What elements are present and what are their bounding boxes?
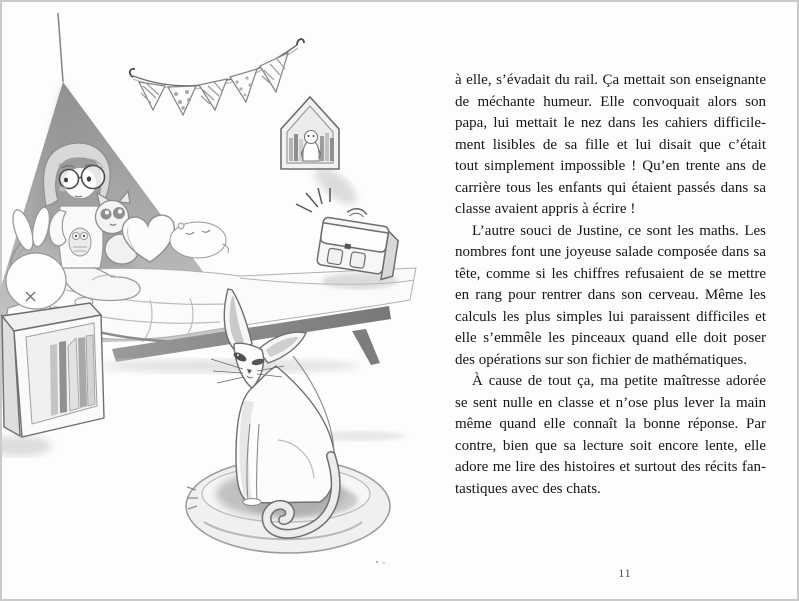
sleeping-plush (170, 222, 228, 258)
text-line: tête, comme si les chiffres refusaient de se mettre (455, 265, 766, 282)
text-line: nombres font une joyeuse salade composée dans sa (455, 244, 766, 260)
text-line: À cause de tout ça, ma petite maîtresse adorée (472, 373, 766, 389)
text-line: tastiques avec des chats. (455, 480, 601, 497)
flag-striped-1 (139, 82, 165, 110)
text-line: calculs les plus simples lui paraissent difficiles et (455, 308, 766, 325)
text-line: même quand elle connaît la bonne réponse. Par (455, 416, 766, 432)
cube-bookshelf (0, 303, 104, 456)
text-column (455, 70, 766, 500)
text-line: de méchante humeur. Elle convoquait alors son (455, 93, 766, 110)
paragraph (455, 70, 766, 221)
text-line: carrière tous les enfants qui étaient passés dans sa (455, 179, 766, 196)
text-line: classe avaient appris à écrire ! (455, 201, 636, 217)
text-line: ment lisibles de sa fille et lui disait que c’était (455, 136, 766, 153)
paragraph (455, 371, 766, 500)
bookshelf-shadow (0, 436, 52, 456)
text-line: L’autre souci de Justine, ce sont les maths. Les (472, 222, 766, 239)
owl-print (69, 228, 91, 256)
garland-hook-right (297, 39, 304, 45)
text-line: des opérations sur son fichier de mathématiques. (455, 351, 748, 368)
text-line: se sent nulle en classe et n’ose plus lever la main (455, 394, 766, 411)
bed-leg (352, 329, 380, 365)
pennant-garland (130, 39, 304, 115)
flag-striped-5 (260, 53, 288, 92)
flag-dotted-2 (168, 86, 196, 115)
text-line: tout simplement impossible ! Qu’en trente ans de (455, 158, 766, 174)
text-line: papa, lui mettait le nez dans les cahiers difficile- (455, 115, 766, 131)
penguin-figurine (302, 131, 321, 162)
text-line: adore me lire des histoires et surtout des récits fan- (455, 459, 766, 475)
page-number: 11 (618, 568, 632, 580)
flag-striped-3 (199, 79, 227, 110)
paragraph (455, 221, 766, 372)
text-line: à elle, s’évadait du rail. Ça mettait son enseignante (455, 72, 766, 88)
sparkle-lines (296, 188, 330, 212)
shelf-books-row (50, 335, 95, 416)
text-line: en rang pour rentrer dans son cerveau. Même les (455, 287, 766, 303)
text-line: contre, bien que sa lecture soit encore lente, elle (455, 437, 766, 454)
text-line: elle s’emmêle les pinceaux quand elle doit poser (455, 330, 766, 346)
house-shelf (281, 97, 363, 211)
right-page (420, 0, 799, 601)
flag-dotted-4 (230, 69, 257, 102)
